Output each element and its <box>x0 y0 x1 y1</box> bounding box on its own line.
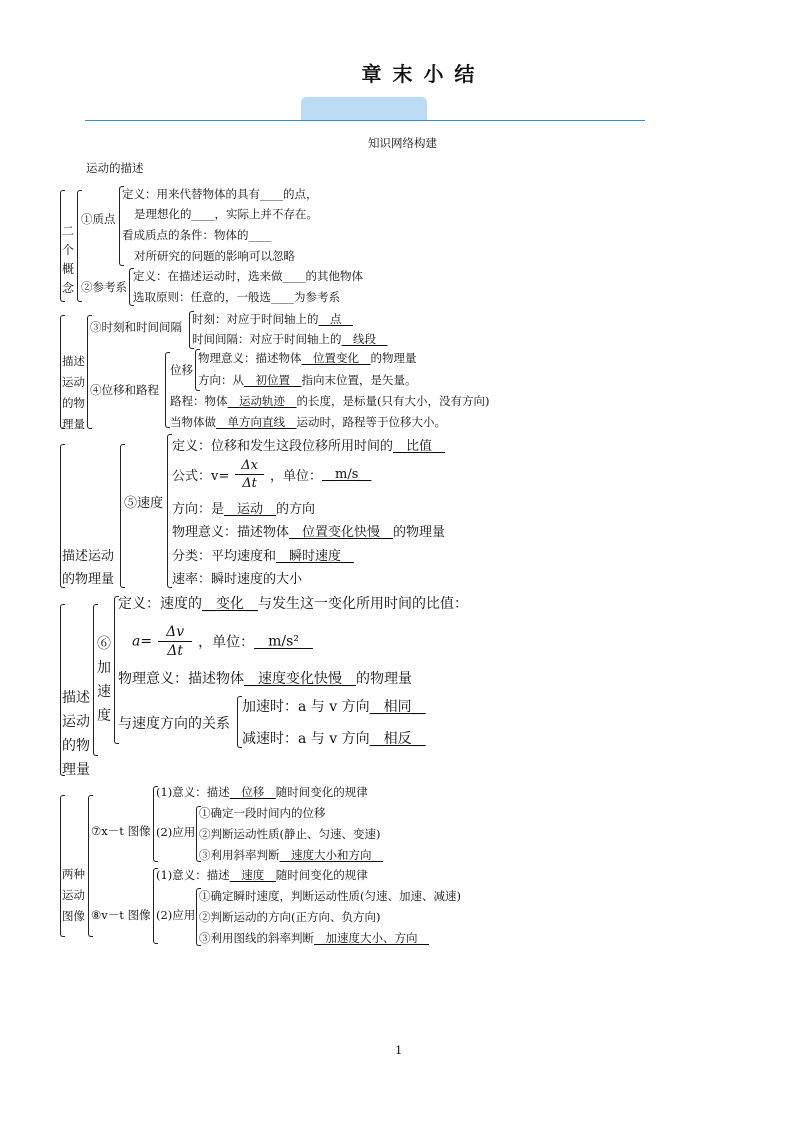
s5-vt-app-2: ②判断运动的方向(正方向、负方向) <box>199 910 381 924</box>
s4-relation-label: 与速度方向的关系 <box>118 716 230 732</box>
page-title: 章 末 小 结 <box>361 62 477 86</box>
s2-disp-sub-label: 位移 <box>170 363 193 377</box>
s4-group-label: 描述运动的物理量 <box>62 690 90 778</box>
s1-ref-line-2: 选取原则：任意的，一般选____为参考系 <box>133 290 340 304</box>
s5-vt-app-3: ③利用图线的斜率判断__加速度大小、方向__ <box>199 931 429 945</box>
s2-disp-label: ④位移和路程 <box>90 383 159 397</box>
s5-xt-app-1: ①确定一段时间内的位移 <box>199 806 326 820</box>
section-label: 运动的描述 <box>86 161 144 175</box>
s5-vt-label: ⑧v－t 图像 <box>91 908 151 922</box>
s3-formula: 公式：v= $\frac{\Delta x}{\Delta t}$ ，单位：__m/s__ <box>172 458 372 491</box>
s3-line-3: 方向：是__运动__的方向 <box>172 502 316 517</box>
s5-xt-meaning: (1)意义：描述__位移__随时间变化的规律 <box>156 785 368 799</box>
s5-xt-app-3: ③利用斜率判断__速度大小和方向__ <box>199 848 383 862</box>
s4-accel-label: ⑥加速度 <box>97 636 111 724</box>
s1-ref-line-1: 定义：在描述运动时，选来做____的其他物体 <box>133 269 363 283</box>
s3-group-label: 描述运动的物理量 <box>62 549 115 587</box>
s2-path-line-1: 路程：物体__运动轨迹__的长度，是标量(只有大小，没有方向) <box>170 394 490 408</box>
brace-s3-inner <box>120 444 125 588</box>
page-number: 1 <box>395 1043 403 1057</box>
s4-line-1: 定义：速度的__变化__与发生这一变化所用时间的比值： <box>118 596 468 612</box>
s5-xt-app-label: (2)应用 <box>156 825 196 839</box>
s1-ref-label: ②参考系 <box>81 280 127 294</box>
s1-group-label: 二个概念 <box>61 224 74 295</box>
s3-line-5: 分类：平均速度和__瞬时速度__ <box>172 549 355 564</box>
s5-xt-label: ⑦x－t 图像 <box>91 824 151 838</box>
s1-point-line-1: 定义：用来代替物体的具有____的点， <box>122 187 318 201</box>
s5-vt-app-label: (2)应用 <box>156 908 196 922</box>
title-tab <box>301 97 427 121</box>
s3-line-1: 定义：位移和发生这段位移所用时间的__比值__ <box>172 439 446 454</box>
s4-rel-line-1: 加速时：a 与 v 方向__相同__ <box>242 699 426 715</box>
s3-line-6: 速率：瞬时速度的大小 <box>172 572 303 587</box>
s5-vt-app-1: ①确定瞬时速度，判断运动性质(匀速、加速、减速) <box>199 889 461 903</box>
s4-formula: a= $\frac{\Delta v}{\Delta t}$ ，单位：__m/s²__ <box>132 624 313 659</box>
s4-rel-line-2: 减速时：a 与 v 方向__相反__ <box>242 731 426 747</box>
s2-disp-line-1: 物理意义：描述物体__位置变化__的物理量 <box>198 351 417 365</box>
s2-time-line-2: 时间间隔：对应于时间轴上的__线段__ <box>192 332 388 346</box>
section-subtitle: 知识网络构建 <box>368 136 437 150</box>
s2-time-label: ③时刻和时间间隔 <box>90 320 182 334</box>
s5-vt-meaning: (1)意义：描述__速度__随时间变化的规律 <box>156 868 368 882</box>
s1-point-line-3: 看成质点的条件：物体的____ <box>122 228 272 242</box>
s3-velocity-label: ⑤速度 <box>124 496 164 511</box>
s4-line-3: 物理意义：描述物体__速度变化快慢__的物理量 <box>118 671 412 687</box>
s5-group-label: 两种运动图像 <box>62 867 85 923</box>
s2-disp-line-2: 方向：从__初位置__指向末位置，是矢量。 <box>198 373 417 387</box>
s1-point-label: ①质点 <box>81 212 116 226</box>
s1-point-line-2: 是理想化的____，实际上并不存在。 <box>134 207 318 221</box>
s2-path-line-2: 当物体做__单方向直线__运动时，路程等于位移大小。 <box>170 415 446 429</box>
s2-time-line-1: 时刻：对应于时间轴上的__点__ <box>192 312 353 326</box>
s1-point-line-4: 对所研究的问题的影响可以忽略 <box>134 249 295 263</box>
s2-group-label: 描述运动的物理量 <box>62 354 85 431</box>
s5-xt-app-2: ②判断运动性质(静止、匀速、变速) <box>199 827 381 841</box>
s3-line-4: 物理意义：描述物体__位置变化快慢__的物理量 <box>172 525 446 540</box>
header-rule <box>85 120 645 121</box>
